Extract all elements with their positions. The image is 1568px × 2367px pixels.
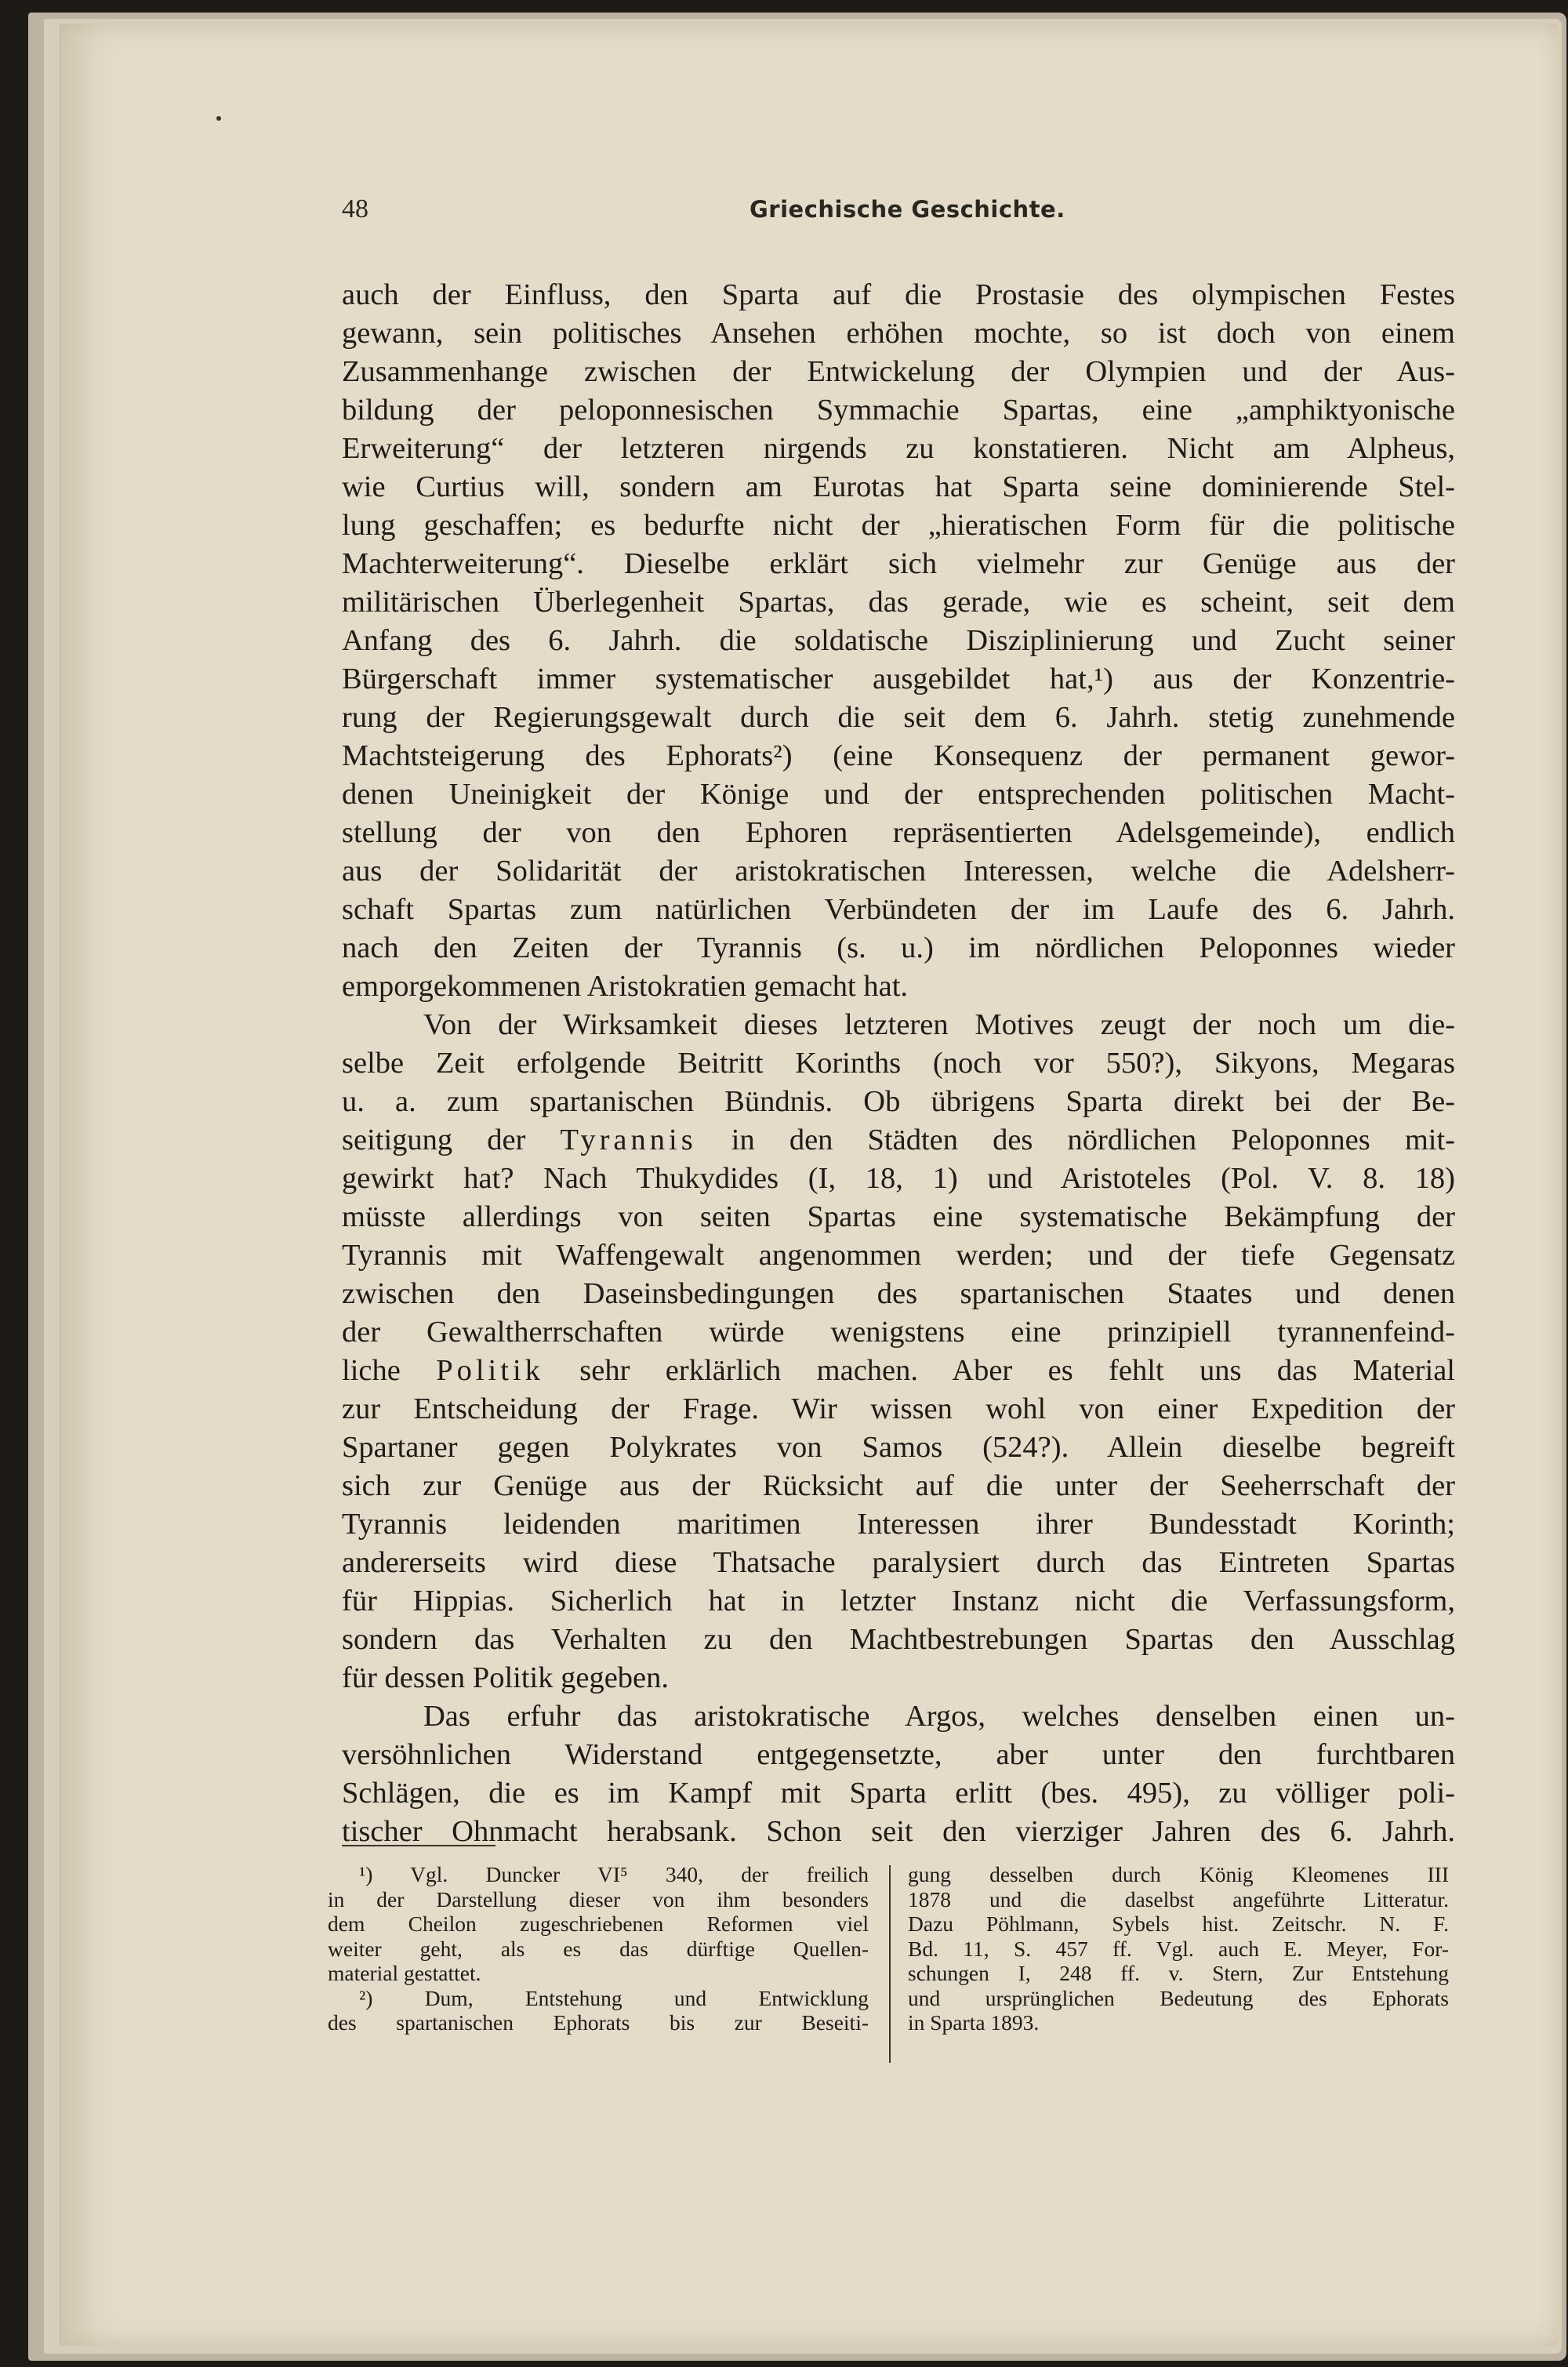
footnote-column-left	[328, 1862, 869, 2035]
footnote-line: Bd. 11, S. 457 ff. Vgl. auch E. Meyer, For-	[908, 1936, 1449, 1961]
text-line: Von der Wirksamkeit dieses letzteren Motives zeugt der noch um die-	[423, 1008, 1455, 1041]
emphasized-word: Tyrannis	[560, 1124, 697, 1156]
text-line: stellung der von den Ephoren repräsentierten Adelsgemeinde), endlich	[342, 816, 1455, 849]
text-line: Anfang des 6. Jahrh. die soldatische Disziplinierung und Zucht seiner	[342, 624, 1455, 657]
text-line: zur Entscheidung der Frage. Wir wissen wohl von einer Expedition der	[342, 1392, 1455, 1425]
text-line: lung geschaffen; es bedurfte nicht der „hieratischen Form für die politische	[342, 509, 1455, 542]
text-line: Tyrannis leidenden maritimen Interessen ihrer Bundesstadt Korinth;	[342, 1508, 1455, 1541]
footnote-line: ²) Dum, Entstehung und Entwicklung	[359, 1985, 869, 2010]
footnote-line: 1878 und die daselbst angeführte Litteratur.	[908, 1886, 1449, 1911]
text-line: der Gewaltherrschaften würde wenigstens eine prinzipiell tyrannenfeind-	[342, 1316, 1455, 1349]
text-line: bildung der peloponnesischen Symmachie Spartas, eine „amphiktyonische	[342, 394, 1455, 427]
text-line: andererseits wird diese Thatsache paralysiert durch das Eintreten Spartas	[342, 1546, 1455, 1579]
text-line: Bürgerschaft immer systematischer ausgebildet hat,¹) aus der Konzentrie-	[342, 663, 1455, 695]
footnote-line: gung desselben durch König Kleomenes III	[908, 1862, 1449, 1886]
text-line: seitigung der Tyrannis in den Städten des nördlichen Peloponnes mit-	[342, 1124, 1455, 1156]
text-line: gewann, sein politisches Ansehen erhöhen mochte, so ist doch von einem	[342, 317, 1455, 350]
running-title: Griechische Geschichte.	[750, 196, 1065, 223]
text-line: wie Curtius will, sondern am Eurotas hat Sparta seine dominierende Stel-	[342, 470, 1455, 503]
text-line: gewirkt hat? Nach Thukydides (I, 18, 1) und Aristoteles (Pol. V. 8. 18)	[342, 1162, 1455, 1195]
paper-speck	[216, 116, 221, 121]
text-line: denen Uneinigkeit der Könige und der entsprechenden politischen Macht-	[342, 778, 1455, 811]
text-line: für dessen Politik gegeben.	[342, 1661, 669, 1694]
text-line: müsste allerdings von seiten Spartas eine systematische Bekämpfung der	[342, 1200, 1455, 1233]
footnote-line: weiter geht, als es das dürftige Quellen-	[328, 1936, 869, 1961]
footnote-line: schungen I, 248 ff. v. Stern, Zur Entstehung	[908, 1961, 1449, 1985]
footnote-column-divider	[889, 1865, 891, 2063]
text-line: Tyrannis mit Waffengewalt angenommen werden; und der tiefe Gegensatz	[342, 1239, 1455, 1272]
footnote-line: in der Darstellung dieser von ihm besonders	[328, 1886, 869, 1911]
footnote-line: dem Cheilon zugeschriebenen Reformen viel	[328, 1911, 869, 1936]
text-line: versöhnlichen Widerstand entgegensetzte, aber unter den furchtbaren	[342, 1738, 1455, 1771]
text-line: für Hippias. Sicherlich hat in letzter Instanz nicht die Verfassungsform,	[342, 1585, 1455, 1617]
text-line: emporgekommenen Aristokratien gemacht hat.	[342, 970, 909, 1003]
footnote-line: des spartanischen Ephorats bis zur Beseiti-	[328, 2010, 869, 2035]
emphasized-word: Politik	[436, 1354, 544, 1387]
footnote-line: material gestattet.	[328, 1961, 481, 1985]
text-line: nach den Zeiten der Tyrannis (s. u.) im nördlichen Peloponnes wieder	[342, 931, 1455, 964]
text-line: selbe Zeit erfolgende Beitritt Korinths (noch vor 550?), Sikyons, Megaras	[342, 1047, 1455, 1080]
text-line: sich zur Genüge aus der Rücksicht auf die unter der Seeherrschaft der	[342, 1469, 1455, 1502]
main-text	[342, 276, 1455, 1851]
text-line: Schlägen, die es im Kampf mit Sparta erlitt (bes. 495), zu völliger poli-	[342, 1777, 1455, 1810]
text-line: Das erfuhr das aristokratische Argos, welches denselben einen un-	[423, 1700, 1455, 1733]
text-line: auch der Einfluss, den Sparta auf die Prostasie des olympischen Festes	[342, 278, 1455, 311]
text-line: rung der Regierungsgewalt durch die seit dem 6. Jahrh. stetig zunehmende	[342, 701, 1455, 734]
footnote-line: in Sparta 1893.	[908, 2010, 1040, 2035]
text-line: Zusammenhange zwischen der Entwickelung der Olympien und der Aus-	[342, 355, 1455, 388]
text-line: Spartaner gegen Polykrates von Samos (524?). Allein dieselbe begreift	[342, 1431, 1455, 1464]
text-line: schaft Spartas zum natürlichen Verbündeten der im Laufe des 6. Jahrh.	[342, 893, 1455, 926]
text-line: sondern das Verhalten zu den Machtbestrebungen Spartas den Ausschlag	[342, 1623, 1455, 1656]
footnote-line: ¹) Vgl. Duncker VI⁵ 340, der freilich	[359, 1862, 869, 1886]
text-line: u. a. zum spartanischen Bündnis. Ob übrigens Sparta direkt bei der Be-	[342, 1085, 1455, 1118]
text-line: militärischen Überlegenheit Spartas, das gerade, wie es scheint, seit dem	[342, 586, 1455, 619]
text-line: Erweiterung“ der letzteren nirgends zu konstatieren. Nicht am Alpheus,	[342, 432, 1455, 465]
footnotes	[328, 1862, 1457, 2066]
page-number: 48	[342, 194, 368, 223]
text-line: aus der Solidarität der aristokratischen Interessen, welche die Adelsherr-	[342, 855, 1455, 888]
text-line: zwischen den Daseinsbedingungen des spartanischen Staates und denen	[342, 1277, 1455, 1310]
footnote-line: Dazu Pöhlmann, Sybels hist. Zeitschr. N. F.	[908, 1911, 1449, 1936]
footnote-line: und ursprünglichen Bedeutung des Ephorats	[908, 1985, 1449, 2010]
text-line: liche Politik sehr erklärlich machen. Aber es fehlt uns das Material	[342, 1354, 1455, 1387]
text-line: Machterweiterung“. Dieselbe erklärt sich vielmehr zur Genüge aus der	[342, 547, 1455, 580]
text-line: tischer Ohnmacht herabsank. Schon seit den vierziger Jahren des 6. Jahrh.	[342, 1815, 1455, 1848]
footnote-column-right	[908, 1862, 1449, 2035]
footnote-rule	[342, 1845, 495, 1846]
text-line: Machtsteigerung des Ephorats²) (eine Konsequenz der permanent gewor-	[342, 739, 1455, 772]
page-header	[342, 194, 1455, 234]
